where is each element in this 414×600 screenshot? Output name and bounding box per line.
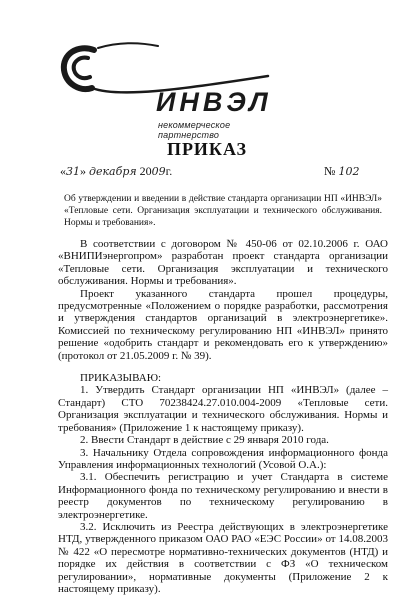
paragraph-basis: В соответствии с договором № 450-06 от 02.10.2006 г. ОАО «ВНИПИэнергопром» разработан проект стандарта организации «Тепловые сети. Организация эксплуатации и технического обслуживания. Нормы и требования». — [58, 238, 388, 288]
date-close-quote: » — [80, 164, 86, 178]
order-body — [58, 238, 388, 595]
order-date — [60, 164, 172, 179]
order-item-3: 3. Начальнику Отдела сопровождения информационного фонда Управления информационных технологий (Усовой О.А.): — [58, 446, 388, 471]
date-open-quote: « — [60, 164, 66, 178]
date-month: декабря — [89, 165, 137, 178]
organization-name: ИНВЭЛ — [156, 87, 272, 117]
order-number-prefix: № — [324, 164, 336, 178]
order-item-3-2: 3.2. Исключить из Реестра действующих в электроэнергетике НТД, утвержденного приказом ОАО РАО «ЕЭС России» от 14.08.2003 № 422 «О пересмотре нормативно-технических документов (НТД) и порядке их действия в соответствии с ФЗ «О техническом регулировании», нормативные документы (Приложение 2 к настоящему приказу). — [58, 520, 388, 595]
order-heading: ПРИКАЗЫВАЮ: — [80, 372, 162, 385]
date-day: 31 — [66, 165, 80, 178]
order-item-1: 1. Утвердить Стандарт организации НП «ИНВЭЛ» (далее – Стандарт) СТО 70238424.27.010.004-2009 «Тепловые сети. Организация эксплуатации и технического обслуживания. Нормы и требования» (Приложение 1 к настоящему приказу). — [58, 384, 388, 434]
date-year-prefix: 20 — [139, 164, 152, 178]
order-item-2: 2. Ввести Стандарт в действие с 29 января 2010 года. — [80, 434, 329, 447]
date-year: 09 — [151, 165, 166, 178]
date-year-suffix: г. — [165, 164, 173, 178]
organization-subtitle: некоммерческое партнерство — [158, 120, 231, 140]
order-item-3-1: 3.1. Обеспечить регистрацию и учет Стандарта в системе Информационного фонда по техническому регулированию и внести в реестр документов по техническому регулированию в электроэнергетике. — [58, 471, 388, 521]
order-number-value: 102 — [338, 165, 360, 178]
organization-logo — [58, 40, 288, 140]
order-number — [324, 164, 359, 179]
order-subject: Об утверждении и введении в действие стандарта организации НП «ИНВЭЛ» «Тепловые сети. Организация эксплуатации и технического обслуживания. Нормы и требования». — [64, 194, 382, 228]
document-title: ПРИКАЗ — [166, 139, 248, 159]
paragraph-procedure: Проект указанного стандарта прошел процедуры, предусмотренные «Положением о порядке разработки, рассмотрения и утверждения стандартов организаций в электроэнергетике». Комиссией по техническому регулированию НП «ИНВЭЛ» принято решение «одобрить стандарт и рекомендовать его к утверждению» (протокол от 21.05.2009 г. № 39). — [58, 287, 388, 362]
